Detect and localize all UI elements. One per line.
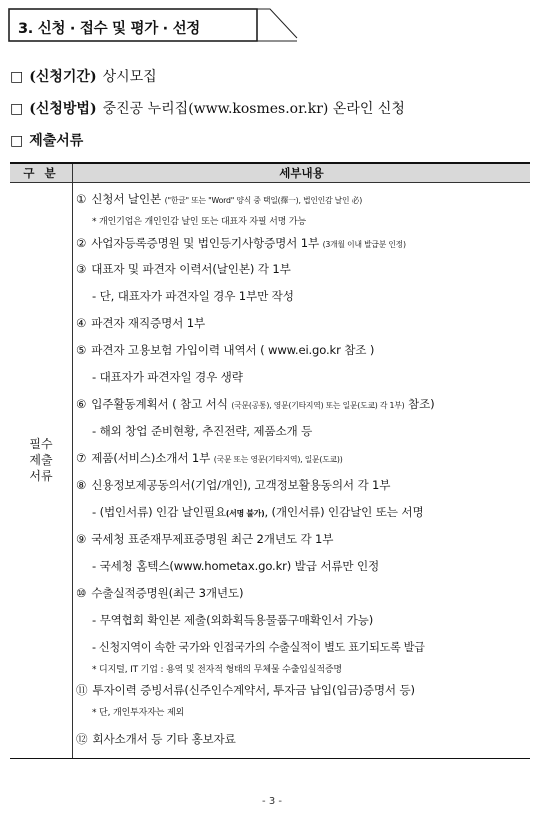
- info-apply-method: □ (신청방법) 중진공 누리집(www.kosmes.or.kr) 온라인 신청: [10, 101, 405, 117]
- list-subitem: - 해외 창업 준비현황, 추진전략, 제품소개 등: [92, 424, 313, 438]
- page-number: - 3 -: [262, 796, 282, 807]
- info-documents: □ 제출서류: [10, 133, 84, 149]
- list-item: ⑧ 신용정보제공동의서(기업/개인), 고객정보활용동의서 각 1부: [76, 478, 391, 492]
- header-details: 세부내용: [279, 166, 324, 180]
- list-subitem: - 국세청 홈텍스(www.hometax.go.kr) 발급 서류만 인정: [92, 559, 380, 573]
- list-note: * 개인기업은 개인인감 날인 또는 대표자 자필 서명 가능: [92, 217, 307, 227]
- info-apply-period: □ (신청기간) 상시모집: [10, 69, 157, 85]
- documents-table: [10, 162, 530, 759]
- list-subitem: - 단, 대표자가 파견자일 경우 1부만 작성: [92, 289, 294, 303]
- list-item: ② 사업자등록증명원 및 법인등기사항증명서 1부 (3개월 이내 발급분 인정): [76, 236, 406, 250]
- section-header: [8, 8, 298, 44]
- section-title: 3. 신청 · 접수 및 평가 · 선정: [18, 21, 201, 37]
- list-subitem: - (법인서류) 인감 날인필요(서명 불가), (개인서류) 인감날인 또는 서명: [92, 505, 424, 519]
- list-item: ⑤ 파견자 고용보험 가입이력 내역서 ( www.ei.go.kr 참조 ): [76, 343, 375, 357]
- list-item: ⑨ 국세청 표준재무제표증명원 최근 2개년도 각 1부: [76, 532, 334, 546]
- list-item: ④ 파견자 재직증명서 1부: [76, 316, 205, 330]
- list-subitem: - 신청지역이 속한 국가와 인접국가의 수출실적이 별도 표기되도록 발급: [92, 641, 425, 654]
- header-category: 구 분: [23, 166, 59, 180]
- checkbox-icon: □: [10, 101, 24, 117]
- list-item: ⑥ 입주활동계획서 ( 참고 서식 (국문(공통), 영문(기타지역) 또는 일문(도쿄) 각 1부) 참조): [76, 397, 435, 411]
- list-subitem: - 무역협회 확인본 제출(외화획득용물품구매확인서 가능): [92, 613, 374, 627]
- list-note: * 단, 개인투자자는 제외: [92, 708, 185, 718]
- list-item: ⑩ 수출실적증명원(최근 3개년도): [76, 586, 244, 600]
- list-item: ③ 대표자 및 파견자 이력서(날인본) 각 1부: [76, 262, 291, 276]
- list-subitem: - 대표자가 파견자일 경우 생략: [92, 370, 243, 384]
- checkbox-icon: □: [10, 69, 24, 85]
- list-item: ⑦ 제품(서비스)소개서 1부 (국문 또는 영문(기타지역), 일문(도쿄)): [76, 451, 343, 465]
- checkbox-icon: □: [10, 133, 24, 149]
- list-item: ⑫ 회사소개서 등 기타 홍보자료: [76, 732, 236, 746]
- row-header-required-docs: 필수 제출 서류: [29, 437, 53, 483]
- column-divider: [72, 164, 73, 758]
- list-item: ① 신청서 날인본 ("한글" 또는 "Word" 양식 중 택일(擇一), 법인인감 날인 必): [76, 192, 363, 206]
- list-item: ⑪ 투자이력 증빙서류(신주인수계약서, 투자금 납입(입금)증명서 등): [76, 683, 415, 697]
- list-note: * 디지털, IT 기업 : 용역 및 전자적 형태의 무체물 수출입실적증명: [92, 665, 342, 675]
- table-header: [10, 164, 530, 183]
